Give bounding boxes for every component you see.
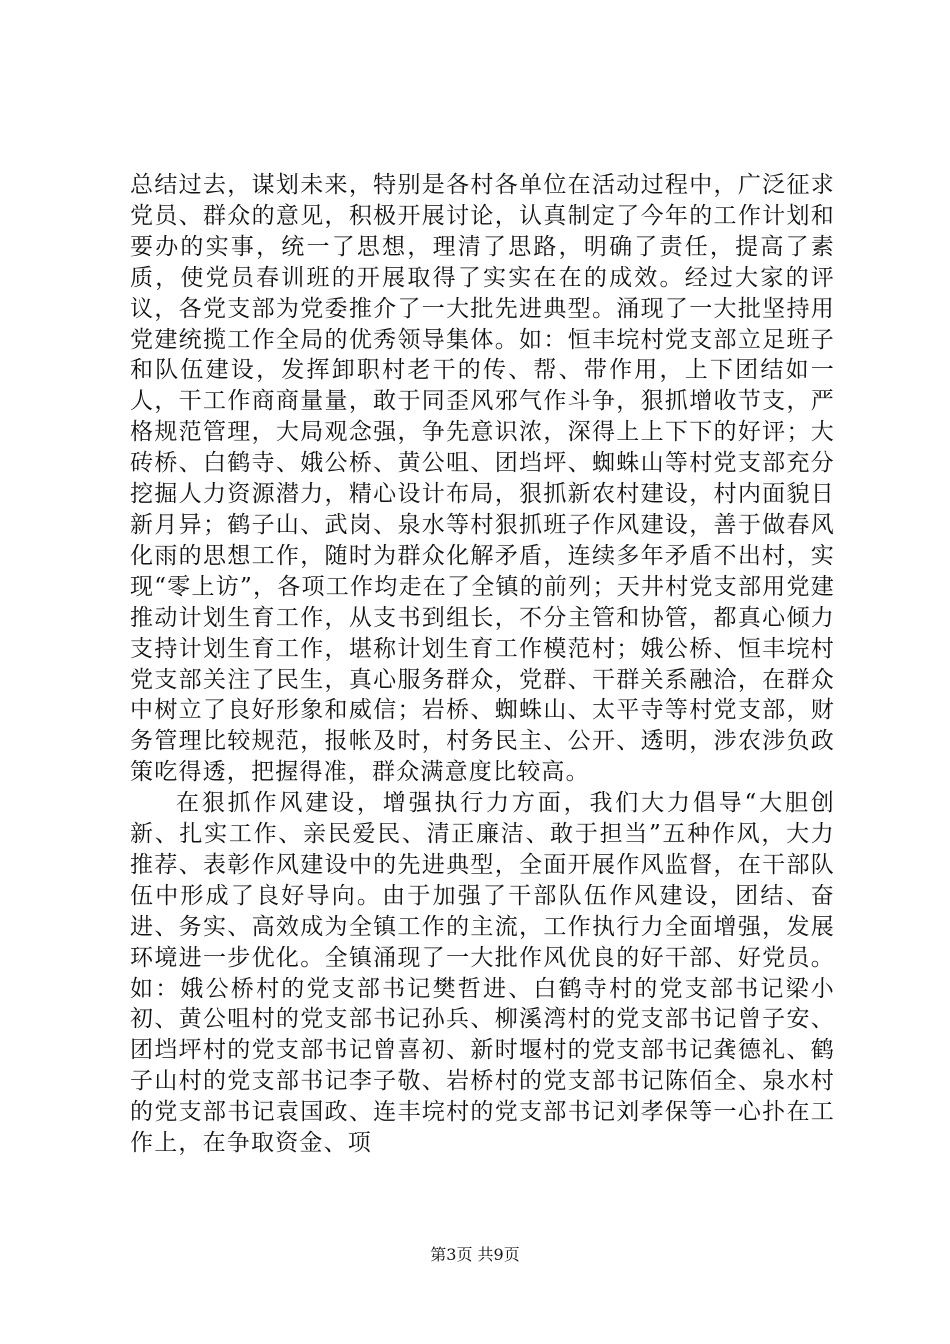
page-number-footer: 第3页 共9页 (430, 1245, 520, 1264)
paragraph-1: 总结过去，谋划未来，特别是各村各单位在活动过程中，广泛征求党员、群众的意见，积极开展讨论，认真制定了今年的工作计划和要办的实事，统一了思想，理清了思路，明确了责任，提高了素质，使党员春训班的开展取得了实实在在的成效。经过大家的评议，各党支部为党委推介了一大批先进典型。涌现了一大批坚持用党建统揽工作全局的优秀领导集体。如：恒丰垸村党支部立足班子和队伍建设，发挥卸职村老干的传、帮、带作用，上下团结如一人，干工作商商量量，敢于同歪风邪气作斗争，狠抓增收节支，严格规范管理，大局观念强，争先意识浓，深得上上下下的好评；大砖桥、白鹤寺、娥公桥、黄公咀、团垱坪、蜘蛛山等村党支部充分挖掘人力资源潜力，精心设计布局，狠抓新农村建设，村内面貌日新月异；鹤子山、武岗、泉水等村狠抓班子作风建设，善于做春风化雨的思想工作，随时为群众化解矛盾，连续多年矛盾不出村，实现“零上访”，各项工作均走在了全镇的前列；天井村党支部用党建推动计划生育工作，从支书到组长，不分主管和协管，都真心倾力支持计划生育工作，堪称计划生育工作模范村；娥公桥、恒丰垸村党支部关注了民生，真心服务群众，党群、干群关系融洽，在群众中树立了良好形象和威信；岩桥、蜘蛛山、太平寺等村党支部，财务管理比较规范，报帐及时，村务民主、公开、透明，涉农涉负政策吃得透，把握得准，群众满意度比较高。 (130, 172, 835, 786)
paragraph-2: 在狠抓作风建设，增强执行力方面，我们大力倡导“大胆创新、扎实工作、亲民爱民、清正廉洁、敢于担当”五种作风，大力推荐、表彰作风建设中的先进典型，全面开展作风监督，在干部队伍中形成了良好导向。由于加强了干部队伍作风建设，团结、奋进、务实、高效成为全镇工作的主流，工作执行力全面增强，发展环境进一步优化。全镇涌现了一大批作风优良的好干部、好党员。如：娥公桥村的党支部书记樊哲进、白鹤寺村的党支部书记梁小初、黄公咀村的党支部书记孙兵、柳溪湾村的党支部书记曾子安、团垱坪村的党支部书记曾喜初、新时堰村的党支部书记龚德礼、鹤子山村的党支部书记李子敬、岩桥村的党支部书记陈佰全、泉水村的党支部书记袁国政、连丰垸村的党支部书记刘孝保等一心扑在工作上，在争取资金、项 (130, 790, 835, 1157)
document-body (130, 170, 835, 1159)
